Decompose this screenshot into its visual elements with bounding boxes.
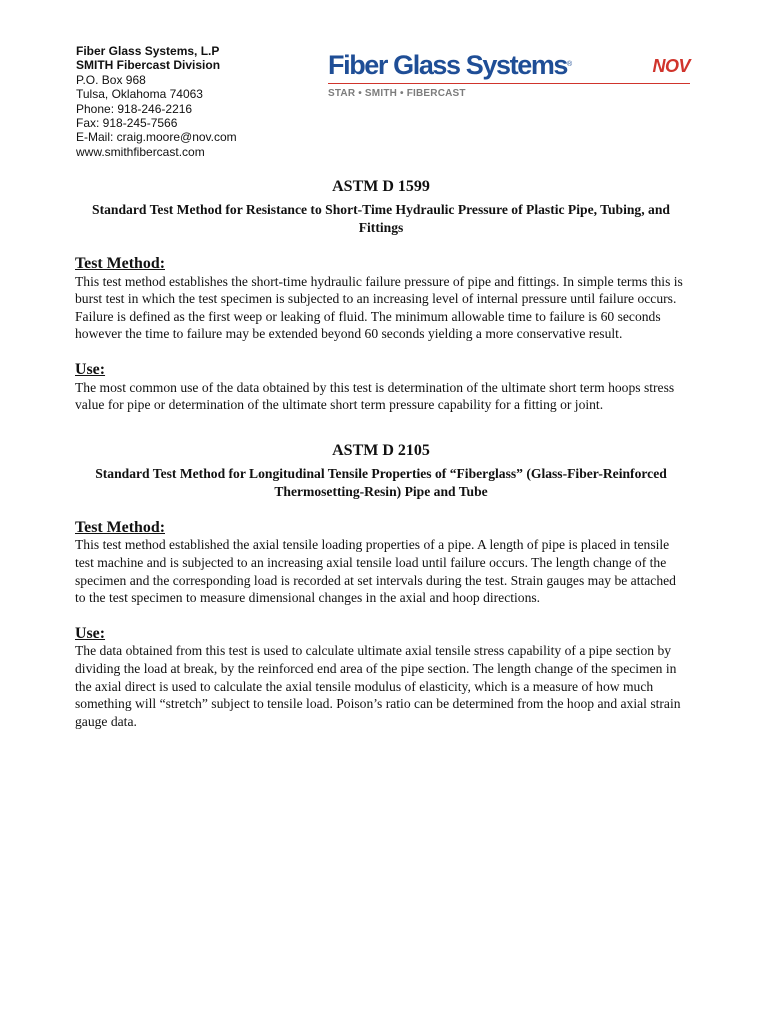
- test-method-heading: Test Method:: [75, 518, 165, 536]
- standard-title: Standard Test Method for Resistance to Short-Time Hydraulic Pressure of Plastic Pipe, Tubing, and Fittings: [92, 202, 670, 235]
- company-logo: [328, 50, 690, 99]
- logo-wordmark: [328, 50, 690, 80]
- logo-divider: [328, 83, 690, 84]
- test-method-text: This test method establishes the short-time hydraulic failure pressure of pipe and fittings. In simple terms this is burst test in which the test specimen is subjected to an increasing level of internal pressure until failure occurs. Failure is defined as the first weep or leaking of fluid. The minimum allowable time to failure is 60 seconds however the time to failure may be extended beyond 60 seconds yielding a more conservative result.: [75, 273, 683, 342]
- use-text: The data obtained from this test is used to calculate ultimate axial tensile stress capability of a pipe section by dividing the load at break, by the reinforced end area of the pipe section. The length change of the specimen in the axial direct is used to calculate the axial tensile modulus of elasticity, which is a measure of how much something will “stretch” subject to tensile load. Poison’s ratio can be determined from the hoop and axial strain gauge data.: [75, 643, 681, 729]
- logo-tagline: STAR • SMITH • FIBERCAST: [328, 88, 466, 99]
- website-url: www.smithfibercast.com: [76, 144, 205, 159]
- standard-code: ASTM D 1599: [332, 178, 430, 195]
- company-name: Fiber Glass Systems, L.P: [76, 44, 220, 58]
- nov-logo: NOV: [652, 56, 690, 76]
- logo-name: Fiber Glass Systems: [328, 50, 568, 80]
- use-heading: Use:: [75, 624, 106, 642]
- document-body: [75, 177, 687, 730]
- fax-number: Fax: 918-245-7566: [76, 116, 178, 131]
- standard-code: ASTM D 2105: [332, 441, 430, 459]
- standard-title: Standard Test Method for Longitudinal Tensile Properties of “Fiberglass” (Glass-Fiber-Reinforced Thermosetting-Resin) Pipe and Tube: [95, 465, 667, 499]
- po-box: P.O. Box 968: [76, 72, 146, 87]
- email-address: E-Mail: craig.moore@nov.com: [76, 130, 237, 145]
- logo-trademark: ®: [567, 61, 573, 68]
- test-method-heading: Test Method:: [75, 255, 165, 272]
- use-heading: Use:: [75, 360, 106, 378]
- division-name: SMITH Fibercast Division: [76, 58, 221, 73]
- use-text: The most common use of the data obtained by this test is determination of the ultimate short term hoops stress value for pipe or determination of the ultimate short term pressure capability for a fitting or joint.: [75, 379, 675, 413]
- test-method-text: This test method established the axial tensile loading properties of a pipe. A length of pipe is placed in tensile test machine and is subjected to an increasing axial tensile load until failure occurs. The length change of the specimen and the corresponding load is recorded at set intervals during the test. Strain gauges may be attached to the test specimen to measure dimensional changes in the axial and hoop directions.: [75, 537, 676, 606]
- section-astm-d2105: [75, 441, 687, 731]
- phone-number: Phone: 918-246-2216: [76, 101, 193, 116]
- city-state-zip: Tulsa, Oklahoma 74063: [76, 87, 203, 102]
- section-astm-d1599: [75, 177, 687, 414]
- letterhead-address: [76, 44, 237, 159]
